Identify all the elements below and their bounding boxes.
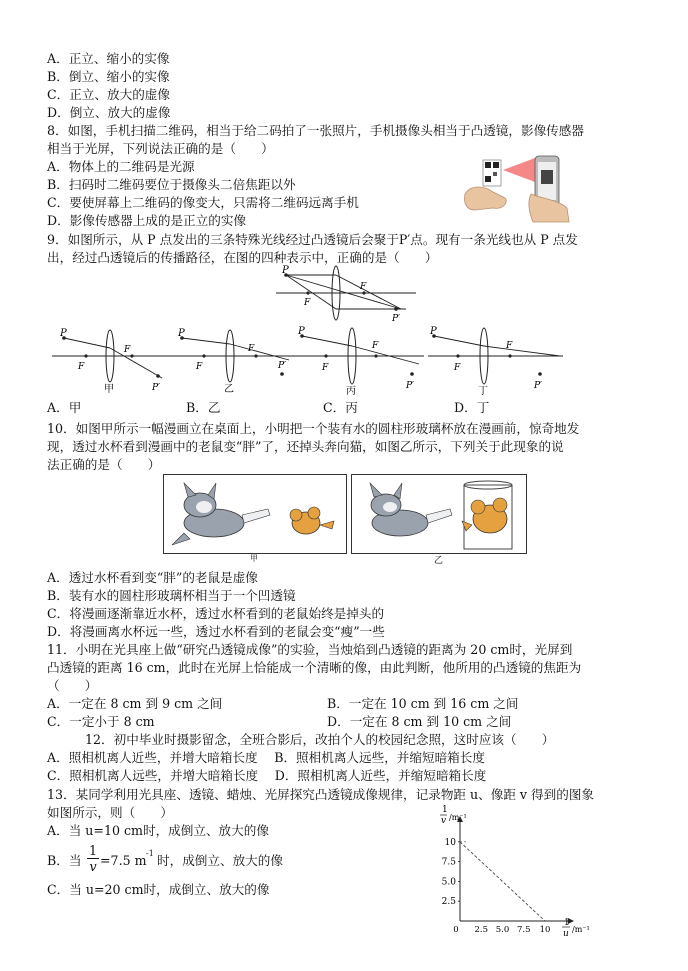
text-line: A．照相机离人近些，并增大暗箱长度 B．照相机离人远些，并缩短暗箱长度 xyxy=(47,750,485,765)
y-tick-label: 7.5 xyxy=(441,857,456,868)
text-line: B．乙 xyxy=(186,400,221,415)
text-line: 现，透过水杯看到漫画中的老鼠变“胖”了，还掉头奔向猫，如图乙所示，下列关于此现象的说 xyxy=(47,439,564,454)
cartoon-panel-jia xyxy=(163,474,347,554)
label-f: F xyxy=(322,363,329,373)
caption-jia: 甲 xyxy=(250,554,258,563)
inverse-distance-chart xyxy=(418,805,590,943)
y-tick-label: 10 xyxy=(444,837,456,848)
x-label-unit: /m⁻¹ xyxy=(572,925,590,934)
text-line: 10．如图甲所示一幅漫画立在桌面上，小明把一个装有水的圆柱形玻璃杯放在漫画前，惊奇地发 xyxy=(47,421,580,436)
label-f: F xyxy=(304,298,311,308)
x-label-den: u xyxy=(563,929,569,939)
text-line: 9．如图所示，从 P 点发出的三条特殊光线经过凸透镜后会聚于P′点。现有一条光线也从 P 点发 xyxy=(47,232,578,247)
text-line: D．一定在 8 cm 到 10 cm 之间 xyxy=(327,714,512,729)
label-p: P xyxy=(178,328,185,339)
ray-diagram-jia xyxy=(52,326,177,396)
caption-yi: 乙 xyxy=(434,556,444,566)
text-line: C．将漫画逐渐靠近水杯，透过水杯看到的老鼠始终是掉头的 xyxy=(47,606,385,621)
label-f: F xyxy=(372,341,379,351)
caption-ding: 丁 xyxy=(478,386,488,397)
fraction-denominator: v xyxy=(87,858,99,874)
text-line: C．照相机离人远些，并增大暗箱长度 D．照相机离人近些，并缩短暗箱长度 xyxy=(47,768,487,783)
data-line xyxy=(460,842,545,921)
text-line: C．正立、放大的虚像 xyxy=(47,87,170,102)
text-line: B．扫码时二维码要位于摄像头二倍焦距以外 xyxy=(47,177,296,192)
text-line: C．一定小于 8 cm xyxy=(47,714,155,729)
text-line: D．将漫画离水杯远一些，透过水杯看到的老鼠会变“瘦”一些 xyxy=(47,624,385,639)
label-f: F xyxy=(360,282,367,292)
text-line: 时，成倒立、放大的像 xyxy=(157,853,283,868)
label-p-prime: P′ xyxy=(152,383,161,393)
text-line: A．当 u=10 cm时，成倒立、放大的像 xyxy=(47,823,269,838)
text-line: 相当于光屏，下列说法正确的是（ ） xyxy=(47,141,274,156)
x-tick-label: 7.5 xyxy=(516,925,531,935)
text-line: B．倒立、缩小的实像 xyxy=(47,69,170,84)
y-tick-label: 2.5 xyxy=(441,897,456,908)
text-line: 11．小明在光具座上做“研究凸透镜成像”的实验，当烛焰到凸透镜的距离为 20 cm时，光屏到 xyxy=(47,642,573,657)
caption-bing: 丙 xyxy=(346,386,356,397)
text-line: B．一定在 10 cm 到 16 cm 之间 xyxy=(327,696,519,711)
ray-diagram-bing xyxy=(294,320,424,396)
label-p: P xyxy=(298,326,305,337)
label-f: F xyxy=(78,362,85,372)
ray-diagram-yi xyxy=(174,326,299,396)
x-tick-label: 10 xyxy=(539,925,551,935)
label-p-prime: P′ xyxy=(534,381,543,391)
text-line: 出，经过凸透镜后的传播路径，在图的四种表示中，正确的是（ ） xyxy=(47,250,438,265)
text-line: 凸透镜的距离 16 cm，此时在光屏上恰能成一个清晰的像，由此判断，他所用的凸透镜的焦距为 xyxy=(47,660,582,675)
text-line: A．物体上的二维码是光源 xyxy=(47,159,195,174)
label-p: P xyxy=(282,265,289,276)
label-p-prime: P′ xyxy=(392,314,401,324)
x-tick-label: 2.5 xyxy=(474,925,489,935)
label-f: F xyxy=(196,362,203,372)
label-p-prime: P′ xyxy=(278,361,287,371)
text-line: A．甲 xyxy=(47,400,82,415)
text-line: 13．某同学利用光具座、透镜、蜡烛、光屏探究凸透镜成像规律，记录物距 u、像距 v 得到的图象 xyxy=(47,787,595,802)
text-line: A．一定在 8 cm 到 9 cm 之间 xyxy=(47,696,223,711)
text-line: D．影像传感器上成的是正立的实像 xyxy=(47,213,247,228)
x-label-num: 1 xyxy=(564,918,570,928)
label-f: F xyxy=(248,344,255,354)
label-f: F xyxy=(506,341,513,351)
caption-yi: 乙 xyxy=(224,384,234,395)
label-p-prime: P′ xyxy=(406,381,415,391)
ray-diagram-reference xyxy=(276,265,416,323)
ray-diagram-ding xyxy=(428,320,563,396)
label-f: F xyxy=(124,345,131,355)
text-line: A．正立、缩小的实像 xyxy=(47,51,170,66)
text-line: 如图所示，则（ ） xyxy=(47,805,173,820)
text-line: D．丁 xyxy=(454,400,490,415)
label-p: P xyxy=(60,328,67,339)
text-line: C．要使屏幕上二维码的像变大，只需将二维码远离手机 xyxy=(47,195,359,210)
text-line: B．装有水的圆柱形玻璃杯相当于一个凹透镜 xyxy=(47,588,296,603)
text-line: 法正确的是（ ） xyxy=(47,457,161,472)
qr-scan-photo xyxy=(463,154,613,224)
caption-jia: 甲 xyxy=(104,384,114,395)
text-line: 8．如图，手机扫描二维码，相当于给二码拍了一张照片，手机摄像头相当于凸透镜，影像传感器 xyxy=(47,123,584,138)
text-line: （ ） xyxy=(47,678,98,693)
text-line: =7.5 m xyxy=(100,853,147,868)
label-p: P xyxy=(430,326,437,337)
text-line: 12．初中毕业时摄影留念，全班合影后，改拍个人的校园纪念照，这时应该（ ） xyxy=(85,732,555,747)
text-line: D．倒立、放大的虚像 xyxy=(47,105,171,120)
y-label-den: v xyxy=(441,816,447,826)
text-line: B．当 xyxy=(47,853,82,868)
label-f: F xyxy=(454,363,461,373)
x-tick-label: 5.0 xyxy=(495,925,510,935)
text-line: C．丙 xyxy=(323,400,358,415)
x-tick-label: 0 xyxy=(453,925,459,935)
text-line: A．透过水杯看到变“胖”的老鼠是虚像 xyxy=(47,570,258,585)
fraction-numerator: 1 xyxy=(88,843,97,858)
text-line: -1 xyxy=(146,849,154,858)
text-line: C．当 u=20 cm时，成倒立、放大的像 xyxy=(47,882,270,897)
y-label-unit: /m⁻¹ xyxy=(449,813,467,822)
y-tick-label: 5.0 xyxy=(441,877,456,888)
y-label-num: 1 xyxy=(442,805,448,815)
fraction-1-over-v xyxy=(87,843,99,874)
cartoon-panel-yi xyxy=(351,474,527,554)
